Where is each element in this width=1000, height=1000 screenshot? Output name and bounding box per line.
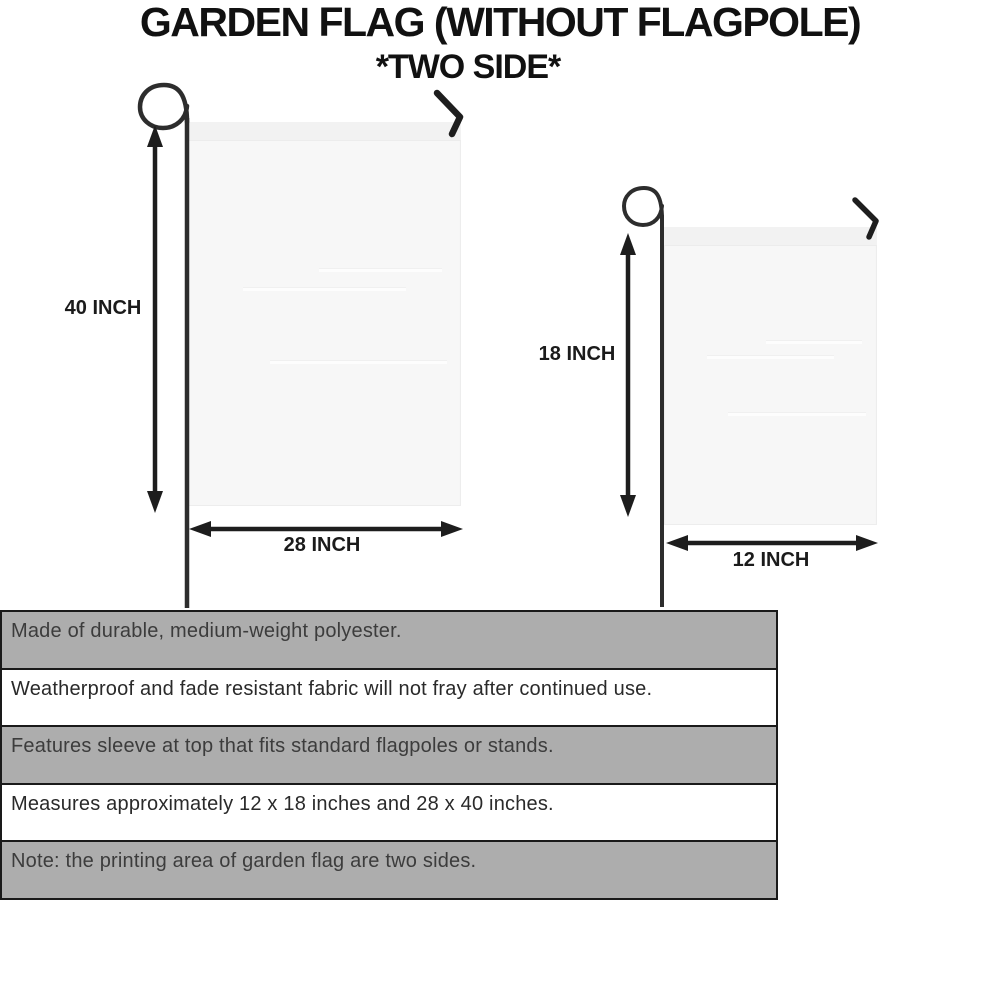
large-flag-width-label: 28 INCH — [283, 534, 361, 556]
flag-sleeve — [188, 122, 461, 141]
page-title — [0, 2, 1000, 84]
small-flag-width-label: 12 INCH — [732, 549, 810, 571]
info-row-weatherproof: Weatherproof and fade resistant fabric will not fray after continued use. — [2, 670, 776, 728]
measure-arrow-icon — [620, 233, 636, 517]
product-info-panel — [0, 610, 778, 900]
info-row-note: Note: the printing area of garden flag are two sides. — [2, 842, 776, 898]
pole-loop-icon — [140, 85, 187, 128]
fabric-crease — [766, 340, 862, 344]
fabric-crease — [319, 268, 442, 272]
small-flag-height-label: 18 INCH — [538, 343, 616, 365]
fabric-crease — [728, 412, 866, 416]
large-flag-height-label: 40 INCH — [64, 297, 142, 319]
large-flag — [188, 122, 461, 506]
title-line-1: GARDEN FLAG (WITHOUT FLAGPOLE) — [139, 0, 861, 45]
small-flag — [664, 227, 877, 525]
info-row-sleeve: Features sleeve at top that fits standard flagpoles or stands. — [2, 727, 776, 785]
fabric-crease — [707, 355, 835, 359]
pole-loop-icon — [624, 188, 662, 225]
fabric-crease — [243, 287, 407, 291]
fabric-crease — [270, 360, 447, 364]
flag-sleeve — [664, 227, 877, 246]
info-row-measures: Measures approximately 12 x 18 inches and 28 x 40 inches. — [2, 785, 776, 843]
info-row-material: Made of durable, medium-weight polyester. — [2, 612, 776, 670]
title-line-2: *TWO SIDE* — [375, 48, 561, 86]
